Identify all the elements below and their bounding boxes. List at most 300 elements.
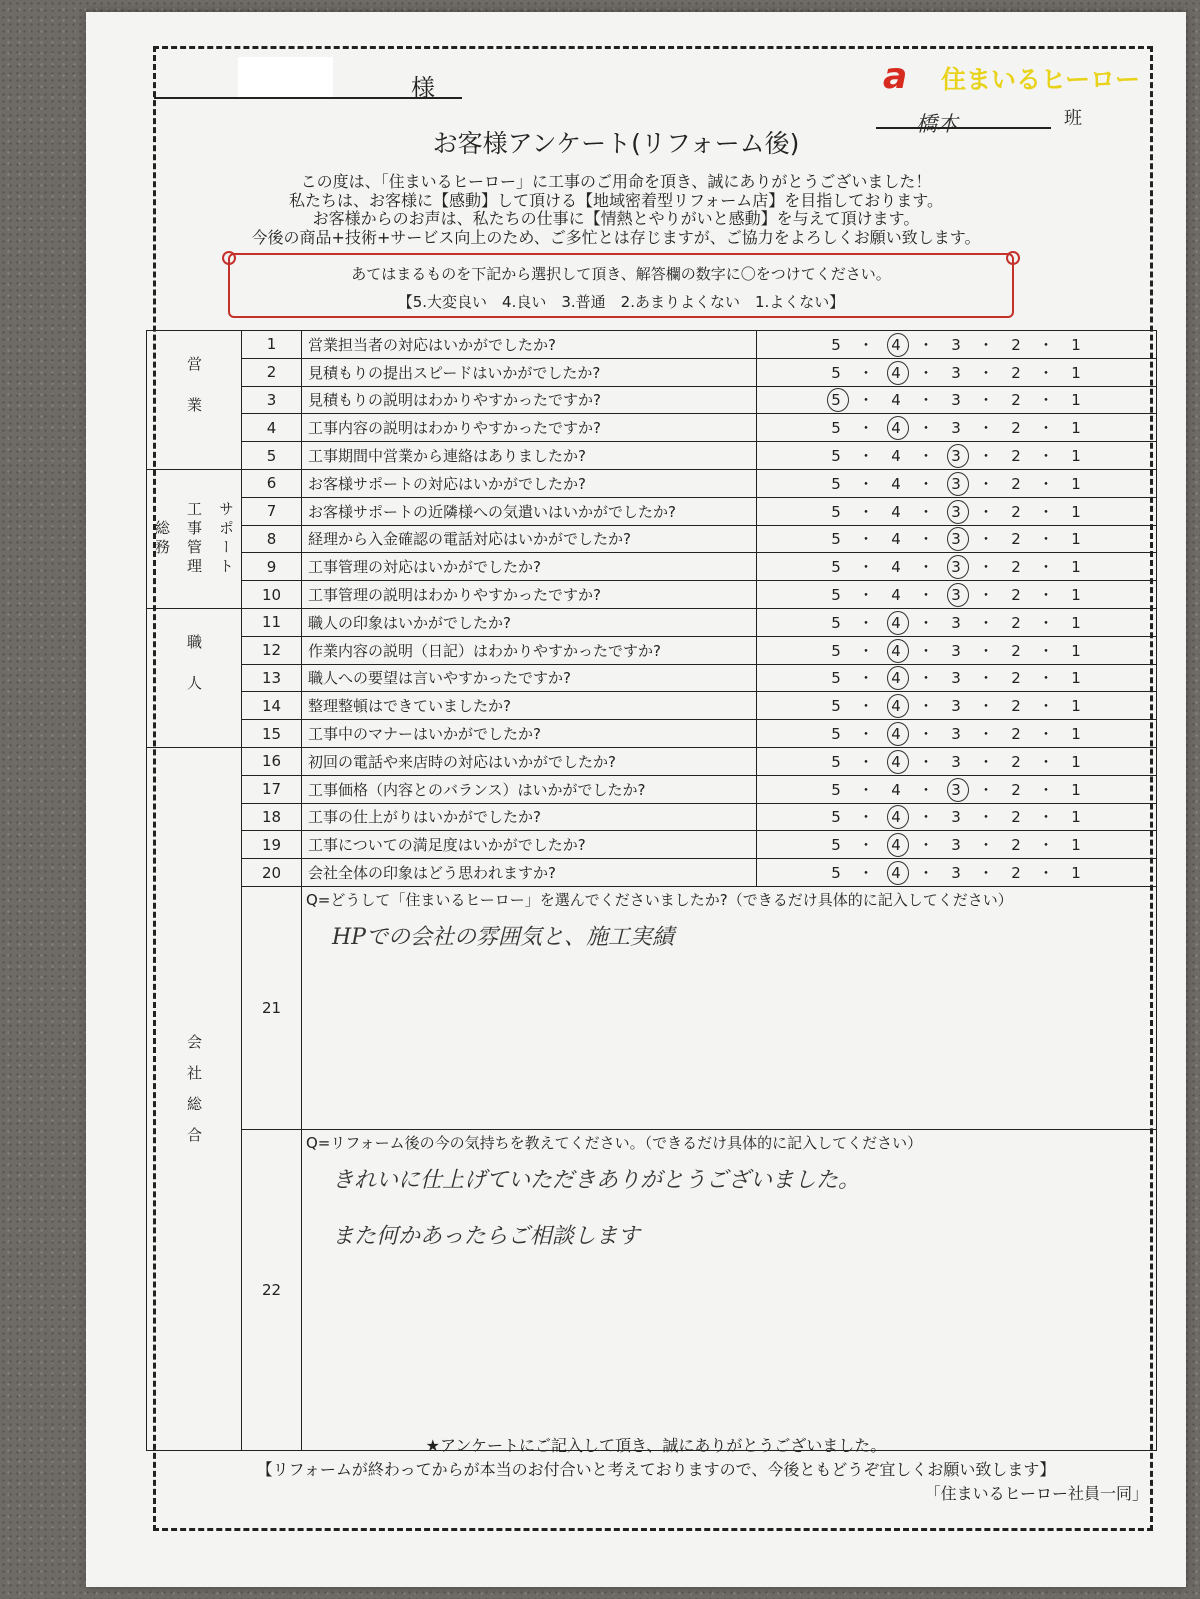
intro-text <box>176 173 1056 247</box>
separator-dot: ・ <box>978 391 995 410</box>
intro-line: 私たちは、お客様に【感動】して頂ける【地域密着型リフォーム店】を目指しております。 <box>289 190 943 210</box>
handwritten-answer: きれいに仕上げていただきありがとうございました。 <box>332 1167 861 1193</box>
separator-dot: ・ <box>1038 808 1055 827</box>
rating-option-selected[interactable]: 3 <box>943 558 971 576</box>
rating-option[interactable]: 3 <box>951 836 962 855</box>
question-row <box>147 859 1157 887</box>
separator-dot: ・ <box>918 780 935 799</box>
separator-dot: ・ <box>978 586 995 605</box>
rating-option[interactable]: 4 <box>891 530 902 549</box>
separator-dot: ・ <box>978 669 995 688</box>
question-row <box>147 608 1157 636</box>
rating-option[interactable]: 3 <box>951 808 962 827</box>
separator-dot: ・ <box>1038 558 1055 577</box>
rating-option[interactable]: 5 <box>831 558 842 577</box>
separator-dot: ・ <box>1038 725 1055 744</box>
rating-option-selected[interactable]: 3 <box>943 475 971 493</box>
rating-options <box>757 608 1157 636</box>
separator-dot: ・ <box>918 836 935 855</box>
separator-dot: ・ <box>978 502 995 521</box>
rating-option[interactable]: 5 <box>831 530 842 549</box>
question-number: 17 <box>242 775 302 803</box>
question-number: 2 <box>242 358 302 386</box>
intro-line: この度は、「住まいるヒーロー」に工事のご用命を頂き、誠にありがとうございました！ <box>300 172 932 191</box>
question-text: 会社全体の印象はどう思われますか? <box>302 859 757 887</box>
separator-dot: ・ <box>918 363 935 382</box>
separator-dot: ・ <box>858 613 875 632</box>
separator-dot: ・ <box>978 808 995 827</box>
question-number: 11 <box>242 608 302 636</box>
rating-option[interactable]: 5 <box>831 502 842 521</box>
handwritten-answer: HPでの会社の雰囲気と、施工実績 <box>332 924 674 950</box>
scroll-curl-right <box>1006 251 1020 265</box>
free-answer-box[interactable] <box>302 1129 1157 1450</box>
rating-option[interactable]: 1 <box>1071 502 1082 521</box>
separator-dot: ・ <box>1038 586 1055 605</box>
question-text: 工事管理の対応はいかがでしたか? <box>302 553 757 581</box>
rating-option[interactable]: 5 <box>831 780 842 799</box>
rating-options <box>757 386 1157 414</box>
question-number: 15 <box>242 720 302 748</box>
rating-options <box>757 553 1157 581</box>
rating-options <box>757 747 1157 775</box>
free-answer-box[interactable] <box>302 886 1157 1129</box>
intro-line: 今後の商品+技術+サービス向上のため、ご多忙とは存じますが、ご協力をよろしくお願い致します。 <box>251 227 981 247</box>
rating-options <box>757 414 1157 442</box>
rating-option[interactable]: 5 <box>831 613 842 632</box>
rating-option[interactable]: 5 <box>831 836 842 855</box>
question-row <box>147 720 1157 748</box>
rating-options <box>757 803 1157 831</box>
question-text: 工事価格（内容とのバランス）はいかがでしたか? <box>302 775 757 803</box>
rating-option[interactable]: 2 <box>1011 586 1022 605</box>
separator-dot: ・ <box>858 474 875 493</box>
rating-option[interactable]: 5 <box>831 447 842 466</box>
rating-option[interactable]: 1 <box>1071 335 1082 354</box>
separator-dot: ・ <box>858 391 875 410</box>
separator-dot: ・ <box>1038 669 1055 688</box>
separator-dot: ・ <box>1038 447 1055 466</box>
rating-option[interactable]: 1 <box>1071 530 1082 549</box>
separator-dot: ・ <box>1038 697 1055 716</box>
separator-dot: ・ <box>978 335 995 354</box>
rating-option[interactable]: 3 <box>951 864 962 883</box>
footer-message: 【リフォームが終わってからが本当のお付合いと考えておりますので、今後ともどうぞ宜しくお願い致します】 <box>256 1460 1056 1479</box>
question-number: 10 <box>242 581 302 609</box>
rating-option[interactable]: 2 <box>1011 864 1022 883</box>
rating-option[interactable]: 1 <box>1071 474 1082 493</box>
question-text: 工事内容の説明はわかりやすかったですか? <box>302 414 757 442</box>
rating-option[interactable]: 5 <box>831 669 842 688</box>
question-number: 18 <box>242 803 302 831</box>
rating-option[interactable]: 5 <box>831 864 842 883</box>
rating-option[interactable]: 1 <box>1071 669 1082 688</box>
separator-dot: ・ <box>858 836 875 855</box>
rating-options <box>757 692 1157 720</box>
separator-dot: ・ <box>858 363 875 382</box>
separator-dot: ・ <box>918 419 935 438</box>
separator-dot: ・ <box>1038 502 1055 521</box>
question-row <box>147 803 1157 831</box>
question-row <box>147 469 1157 497</box>
rating-option-selected[interactable]: 4 <box>883 753 911 771</box>
question-number: 9 <box>242 553 302 581</box>
rating-option[interactable]: 3 <box>951 613 962 632</box>
rating-option[interactable]: 1 <box>1071 780 1082 799</box>
rating-option[interactable]: 1 <box>1071 697 1082 716</box>
question-number: 13 <box>242 664 302 692</box>
category-label: 会社総合 <box>185 1033 203 1158</box>
rating-option[interactable]: 4 <box>891 391 902 410</box>
question-text: 工事中のマナーはいかがでしたか? <box>302 720 757 748</box>
question-text: 職人への要望は言いやすかったですか? <box>302 664 757 692</box>
rating-option[interactable]: 4 <box>891 780 902 799</box>
question-number: 14 <box>242 692 302 720</box>
separator-dot: ・ <box>1038 752 1055 771</box>
rating-option[interactable]: 1 <box>1071 558 1082 577</box>
rating-options <box>757 358 1157 386</box>
separator-dot: ・ <box>858 725 875 744</box>
rating-option-selected[interactable]: 3 <box>943 586 971 604</box>
question-number: 4 <box>242 414 302 442</box>
separator-dot: ・ <box>918 502 935 521</box>
rating-option[interactable]: 5 <box>831 808 842 827</box>
separator-dot: ・ <box>1038 474 1055 493</box>
honorific: 様 <box>411 74 435 102</box>
separator-dot: ・ <box>978 474 995 493</box>
separator-dot: ・ <box>978 363 995 382</box>
separator-dot: ・ <box>1038 363 1055 382</box>
separator-dot: ・ <box>858 780 875 799</box>
rating-option[interactable]: 2 <box>1011 363 1022 382</box>
separator-dot: ・ <box>1038 780 1055 799</box>
rating-option-selected[interactable]: 3 <box>943 447 971 465</box>
rating-option[interactable]: 5 <box>831 641 842 660</box>
separator-dot: ・ <box>1038 419 1055 438</box>
rating-option[interactable]: 3 <box>951 697 962 716</box>
rating-option[interactable]: 3 <box>951 419 962 438</box>
separator-dot: ・ <box>1038 864 1055 883</box>
separator-dot: ・ <box>918 641 935 660</box>
footer-signature: 「住まいるヒーロー社員一同」 <box>924 1484 1148 1503</box>
team-name-handwritten: 橋本 <box>916 112 958 136</box>
separator-dot: ・ <box>918 447 935 466</box>
rating-option[interactable]: 2 <box>1011 502 1022 521</box>
instruction-banner <box>228 253 1014 318</box>
category-cell <box>147 747 242 1450</box>
separator-dot: ・ <box>978 697 995 716</box>
separator-dot: ・ <box>918 697 935 716</box>
rating-option[interactable]: 4 <box>891 502 902 521</box>
question-row <box>147 553 1157 581</box>
rating-option[interactable]: 2 <box>1011 335 1022 354</box>
separator-dot: ・ <box>1038 335 1055 354</box>
rating-options <box>757 664 1157 692</box>
question-row <box>147 581 1157 609</box>
handwritten-answer: また何かあったらご相談します <box>332 1223 640 1249</box>
separator-dot: ・ <box>858 808 875 827</box>
rating-option-selected[interactable]: 4 <box>883 614 911 632</box>
question-row <box>147 636 1157 664</box>
rating-options <box>757 720 1157 748</box>
separator-dot: ・ <box>918 530 935 549</box>
question-row <box>147 525 1157 553</box>
intro-line: お客様からのお声は、私たちの仕事に【情熱とやりがいと感動】を与えて頂けます。 <box>312 209 920 228</box>
rating-options <box>757 525 1157 553</box>
instruction-line-2: 【5.大変良い 4.良い 3.普通 2.あまりよくない 1.よくない】 <box>397 293 845 311</box>
rating-option[interactable]: 1 <box>1071 613 1082 632</box>
survey-title: お客様アンケート(リフォーム後) <box>432 129 800 158</box>
rating-option[interactable]: 3 <box>951 725 962 744</box>
rating-option-selected[interactable]: 3 <box>943 781 971 799</box>
rating-option[interactable]: 1 <box>1071 586 1082 605</box>
team-name-line <box>876 127 1051 129</box>
separator-dot: ・ <box>918 335 935 354</box>
question-text: お客様サポートの対応はいかがでしたか? <box>302 469 757 497</box>
customer-name-line <box>154 97 462 99</box>
question-row <box>147 664 1157 692</box>
rating-option[interactable]: 1 <box>1071 808 1082 827</box>
rating-option-selected[interactable]: 3 <box>943 503 971 521</box>
question-row <box>147 331 1157 359</box>
footer-thanks: ★アンケートにご記入して頂き、誠にありがとうございました。 <box>425 1436 887 1455</box>
rating-option-selected[interactable]: 4 <box>883 697 911 715</box>
question-row <box>147 386 1157 414</box>
question-text: 職人の印象はいかがでしたか? <box>302 608 757 636</box>
question-number: 7 <box>242 497 302 525</box>
question-row <box>147 692 1157 720</box>
rating-option[interactable]: 3 <box>951 363 962 382</box>
separator-dot: ・ <box>918 864 935 883</box>
separator-dot: ・ <box>978 447 995 466</box>
question-table <box>146 330 1157 1451</box>
rating-option[interactable]: 1 <box>1071 391 1082 410</box>
question-text: 整理整頓はできていましたか? <box>302 692 757 720</box>
question-text: 見積もりの提出スピードはいかがでしたか? <box>302 358 757 386</box>
category-label: 営業 <box>185 355 203 438</box>
separator-dot: ・ <box>918 613 935 632</box>
rating-option[interactable]: 2 <box>1011 752 1022 771</box>
rating-option[interactable]: 2 <box>1011 641 1022 660</box>
question-text: お客様サポートの近隣様への気遣いはいかがでしたか? <box>302 497 757 525</box>
separator-dot: ・ <box>978 752 995 771</box>
rating-option-selected[interactable]: 4 <box>883 642 911 660</box>
rating-option[interactable]: 2 <box>1011 474 1022 493</box>
free-question-row <box>147 886 1157 1129</box>
question-number: 19 <box>242 831 302 859</box>
rating-option[interactable]: 1 <box>1071 752 1082 771</box>
rating-option[interactable]: 2 <box>1011 391 1022 410</box>
rating-option[interactable]: 1 <box>1071 447 1082 466</box>
rating-options <box>757 497 1157 525</box>
separator-dot: ・ <box>918 752 935 771</box>
rating-option-selected[interactable]: 4 <box>883 364 911 382</box>
rating-option[interactable]: 2 <box>1011 669 1022 688</box>
category-label: サポート <box>217 500 235 577</box>
separator-dot: ・ <box>978 419 995 438</box>
rating-option[interactable]: 2 <box>1011 419 1022 438</box>
scroll-curl-left <box>222 251 236 265</box>
rating-options <box>757 581 1157 609</box>
rating-option[interactable]: 1 <box>1071 836 1082 855</box>
rating-option-selected[interactable]: 4 <box>883 808 911 826</box>
question-number: 16 <box>242 747 302 775</box>
question-number: 8 <box>242 525 302 553</box>
rating-options <box>757 442 1157 470</box>
rating-option[interactable]: 3 <box>951 641 962 660</box>
rating-option[interactable]: 1 <box>1071 864 1082 883</box>
rating-option-selected[interactable]: 4 <box>883 864 911 882</box>
category-support-group <box>147 501 241 577</box>
category-label: 職人 <box>185 633 203 716</box>
rating-option[interactable]: 4 <box>891 447 902 466</box>
rating-options <box>757 859 1157 887</box>
question-number: 22 <box>242 1129 302 1450</box>
team-suffix: 班 <box>1064 108 1082 129</box>
rating-option[interactable]: 4 <box>891 558 902 577</box>
logo-mark: a <box>883 56 908 97</box>
separator-dot: ・ <box>918 558 935 577</box>
separator-dot: ・ <box>978 864 995 883</box>
rating-option[interactable]: 4 <box>891 586 902 605</box>
question-row <box>147 442 1157 470</box>
separator-dot: ・ <box>918 808 935 827</box>
rating-options <box>757 469 1157 497</box>
rating-option[interactable]: 3 <box>951 669 962 688</box>
separator-dot: ・ <box>858 447 875 466</box>
separator-dot: ・ <box>918 725 935 744</box>
rating-options <box>757 331 1157 359</box>
category-label: 工事管理 <box>185 500 203 577</box>
question-text: 初回の電話や来店時の対応はいかがでしたか? <box>302 747 757 775</box>
separator-dot: ・ <box>978 558 995 577</box>
rating-options <box>757 775 1157 803</box>
rating-option[interactable]: 2 <box>1011 836 1022 855</box>
rating-option[interactable]: 5 <box>831 586 842 605</box>
separator-dot: ・ <box>1038 641 1055 660</box>
question-number: 21 <box>242 886 302 1129</box>
rating-option[interactable]: 5 <box>831 697 842 716</box>
separator-dot: ・ <box>858 419 875 438</box>
question-row <box>147 747 1157 775</box>
free-question-text: Q=リフォーム後の今の気持ちを教えてください。（できるだけ具体的に記入してください） <box>306 1133 923 1152</box>
rating-option[interactable]: 5 <box>831 725 842 744</box>
category-cell <box>147 331 242 470</box>
category-cell <box>147 608 242 747</box>
rating-option[interactable]: 4 <box>891 474 902 493</box>
rating-option-selected[interactable]: 4 <box>883 336 911 354</box>
rating-option[interactable]: 3 <box>951 335 962 354</box>
question-number: 3 <box>242 386 302 414</box>
separator-dot: ・ <box>918 391 935 410</box>
question-text: 工事の仕上がりはいかがでしたか? <box>302 803 757 831</box>
survey-sheet <box>86 12 1186 1587</box>
rating-option[interactable]: 2 <box>1011 808 1022 827</box>
rating-option[interactable]: 1 <box>1071 641 1082 660</box>
separator-dot: ・ <box>1038 836 1055 855</box>
separator-dot: ・ <box>858 752 875 771</box>
rating-option-selected[interactable]: 4 <box>883 419 911 437</box>
rating-option[interactable]: 5 <box>831 752 842 771</box>
category-label: 総務 <box>153 519 171 558</box>
logo-text: 住まいるヒーロー <box>941 65 1141 94</box>
separator-dot: ・ <box>858 864 875 883</box>
separator-dot: ・ <box>858 697 875 716</box>
rating-option-selected[interactable]: 5 <box>823 391 851 409</box>
question-row <box>147 414 1157 442</box>
rating-option[interactable]: 5 <box>831 363 842 382</box>
question-row <box>147 358 1157 386</box>
question-number: 6 <box>242 469 302 497</box>
instruction-line-1: あてはまるものを下記から選択して頂き、解答欄の数字に〇をつけてください。 <box>351 265 891 283</box>
rating-option[interactable]: 1 <box>1071 725 1082 744</box>
rating-option[interactable]: 3 <box>951 391 962 410</box>
rating-option[interactable]: 2 <box>1011 558 1022 577</box>
rating-option-selected[interactable]: 3 <box>943 530 971 548</box>
rating-options <box>757 831 1157 859</box>
rating-option[interactable]: 5 <box>831 419 842 438</box>
question-number: 12 <box>242 636 302 664</box>
separator-dot: ・ <box>858 502 875 521</box>
separator-dot: ・ <box>978 530 995 549</box>
rating-option[interactable]: 3 <box>951 752 962 771</box>
question-text: 見積もりの説明はわかりやすかったですか? <box>302 386 757 414</box>
separator-dot: ・ <box>978 780 995 799</box>
separator-dot: ・ <box>978 836 995 855</box>
rating-option[interactable]: 1 <box>1071 419 1082 438</box>
rating-option[interactable]: 5 <box>831 335 842 354</box>
separator-dot: ・ <box>978 613 995 632</box>
rating-option[interactable]: 2 <box>1011 530 1022 549</box>
rating-option[interactable]: 2 <box>1011 697 1022 716</box>
rating-option-selected[interactable]: 4 <box>883 725 911 743</box>
separator-dot: ・ <box>858 558 875 577</box>
separator-dot: ・ <box>858 530 875 549</box>
separator-dot: ・ <box>1038 530 1055 549</box>
separator-dot: ・ <box>1038 391 1055 410</box>
question-text: 工事についての満足度はいかがでしたか? <box>302 831 757 859</box>
separator-dot: ・ <box>918 669 935 688</box>
rating-option-selected[interactable]: 4 <box>883 836 911 854</box>
rating-option[interactable]: 2 <box>1011 447 1022 466</box>
free-question-text: Q=どうして「住まいるヒーロー」を選んでくださいましたか?（できるだけ具体的に記入してください） <box>306 890 1013 909</box>
rating-option[interactable]: 2 <box>1011 613 1022 632</box>
question-number: 1 <box>242 331 302 359</box>
question-row <box>147 497 1157 525</box>
question-text: 経理から入金確認の電話対応はいかがでしたか? <box>302 525 757 553</box>
question-number: 20 <box>242 859 302 887</box>
free-question-row <box>147 1129 1157 1450</box>
separator-dot: ・ <box>858 669 875 688</box>
question-row <box>147 775 1157 803</box>
category-cell <box>147 469 242 608</box>
rating-option[interactable]: 2 <box>1011 780 1022 799</box>
rating-option[interactable]: 5 <box>831 474 842 493</box>
question-text: 作業内容の説明（日記）はわかりやすかったですか? <box>302 636 757 664</box>
separator-dot: ・ <box>1038 613 1055 632</box>
separator-dot: ・ <box>978 641 995 660</box>
separator-dot: ・ <box>858 641 875 660</box>
question-text: 工事期間中営業から連絡はありましたか? <box>302 442 757 470</box>
rating-option[interactable]: 1 <box>1071 363 1082 382</box>
rating-option[interactable]: 2 <box>1011 725 1022 744</box>
separator-dot: ・ <box>918 586 935 605</box>
question-text: 工事管理の説明はわかりやすかったですか? <box>302 581 757 609</box>
rating-option-selected[interactable]: 4 <box>883 669 911 687</box>
question-number: 5 <box>242 442 302 470</box>
separator-dot: ・ <box>858 335 875 354</box>
separator-dot: ・ <box>918 474 935 493</box>
